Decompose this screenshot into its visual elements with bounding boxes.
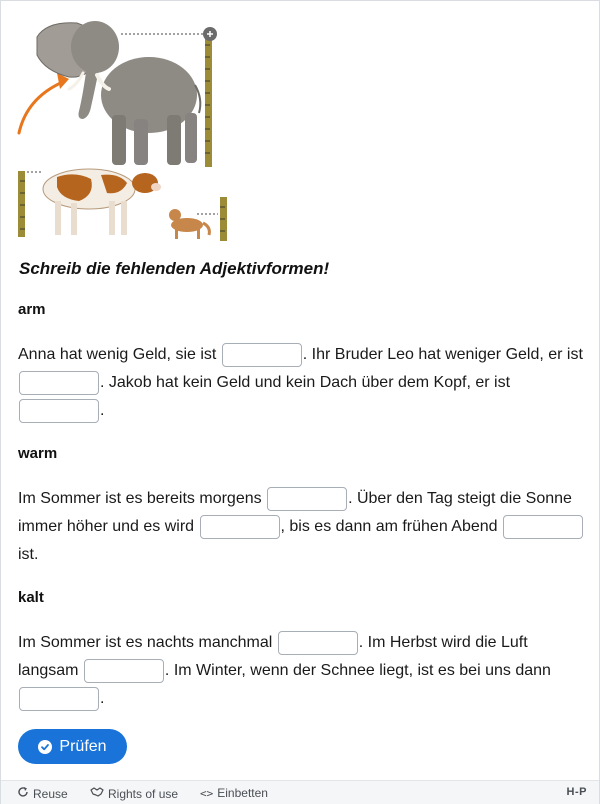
cloze-paragraph-arm	[18, 341, 588, 425]
blank-input-kalt-1[interactable]	[278, 631, 358, 655]
cloze-paragraph-kalt	[18, 629, 588, 713]
block-title-arm: arm	[18, 301, 46, 318]
block-title-warm: warm	[18, 445, 58, 462]
h5p-logo: H-P	[566, 786, 587, 798]
handshake-icon	[90, 786, 104, 801]
blank-input-kalt-3[interactable]	[19, 687, 99, 711]
blank-input-arm-2[interactable]	[19, 371, 99, 395]
blank-input-warm-2[interactable]	[200, 515, 280, 539]
blank-input-warm-3[interactable]	[503, 515, 583, 539]
cloze-text: . Im Herbst wird die Luft langsam	[18, 634, 528, 679]
cloze-paragraph-warm	[18, 485, 588, 569]
task-instruction: Schreib die fehlenden Adjektivformen!	[19, 259, 330, 278]
blank-input-arm-1[interactable]	[222, 343, 302, 367]
animal-size-comparison-image	[17, 15, 229, 243]
cloze-text: . Ihr Bruder Leo hat weniger Geld, er ist	[302, 346, 583, 363]
reuse-label: Reuse	[33, 786, 68, 801]
cloze-text: . Über den Tag steigt die Sonne immer höher und es wird	[18, 490, 572, 535]
cloze-text: . Im Winter, wenn der Schnee liegt, ist es bei uns dann	[164, 662, 551, 679]
blank-input-kalt-2[interactable]	[84, 659, 164, 683]
h5p-footer	[1, 780, 599, 804]
rights-of-use-button[interactable]	[90, 786, 178, 801]
code-icon: <>	[200, 786, 214, 800]
cloze-text: Im Sommer ist es nachts manchmal	[18, 634, 277, 651]
cloze-text: Im Sommer ist es bereits morgens	[18, 490, 267, 507]
cloze-text: .	[100, 402, 105, 419]
cloze-text: Anna hat wenig Geld, sie ist	[18, 346, 221, 363]
cloze-text: .	[100, 690, 105, 707]
reuse-button[interactable]	[17, 786, 68, 801]
blank-input-arm-3[interactable]	[19, 399, 99, 423]
rights-of-use-label: Rights of use	[108, 786, 179, 801]
blank-input-warm-1[interactable]	[267, 487, 347, 511]
embed-button[interactable]	[200, 786, 268, 800]
block-title-kalt: kalt	[18, 589, 44, 606]
check-button-label: Prüfen	[59, 737, 107, 755]
cloze-text: . Jakob hat kein Geld und kein Dach über dem Kopf, er ist	[100, 374, 511, 391]
check-button[interactable]	[18, 729, 127, 764]
cloze-text: ist.	[18, 546, 39, 563]
embed-label: Einbetten	[217, 786, 268, 800]
reuse-icon	[17, 786, 29, 801]
check-circle-icon	[38, 740, 52, 754]
cloze-text: , bis es dann am frühen Abend	[280, 518, 502, 535]
